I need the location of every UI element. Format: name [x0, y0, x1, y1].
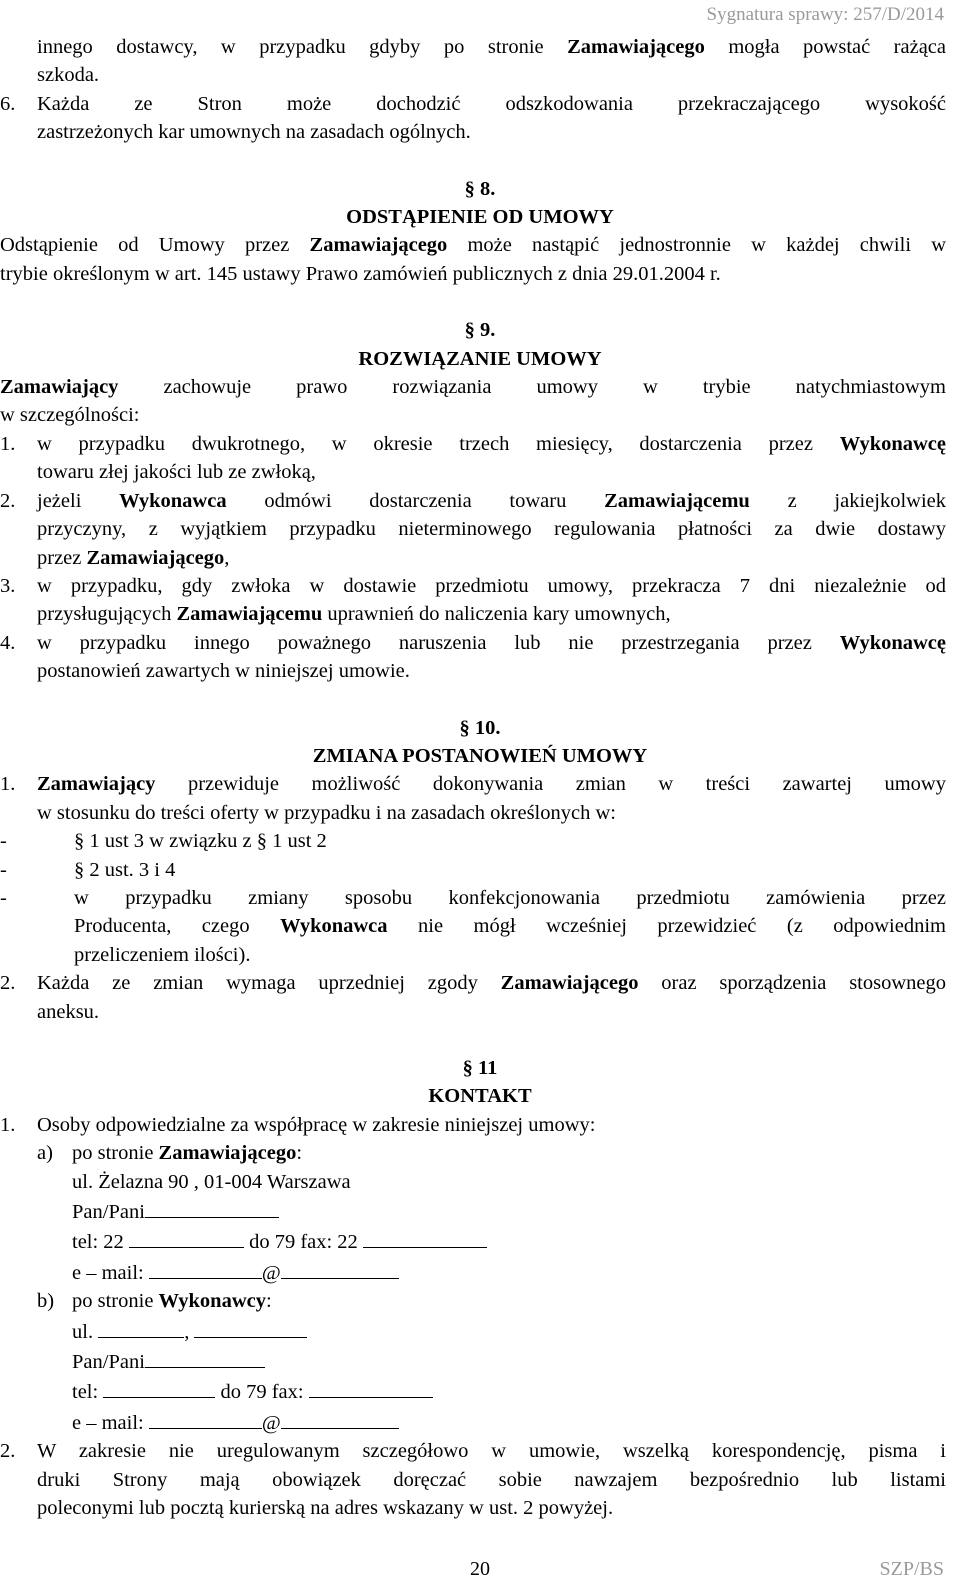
- blank-field[interactable]: [363, 1226, 487, 1248]
- blank-field[interactable]: [149, 1257, 262, 1279]
- section-number: § 8.: [464, 177, 496, 200]
- section-8: [0, 175, 960, 289]
- list-item: 2. jeżeli Wykonawca odmówi dostarczenia towaru Zamawiającemu z jakiejkolwiek przyczyny, z wyjątkiem przypadku nieterminowego regulowania płatności za dwie dostawy przez Zamawiającego,: [0, 487, 960, 572]
- case-signature: Sygnatura sprawy: 257/D/2014: [706, 4, 944, 25]
- blank-field[interactable]: [98, 1316, 184, 1338]
- item-number: 6.: [0, 92, 16, 115]
- contact-email: e – mail: @: [72, 1257, 960, 1287]
- section-11: [0, 1054, 960, 1523]
- section-number: § 10.: [459, 716, 501, 739]
- item-number: 1.: [0, 773, 16, 796]
- dash-item: - § 2 ust. 3 i 4: [0, 856, 960, 884]
- item-number: 3.: [0, 574, 16, 597]
- dash-mark: -: [0, 886, 7, 909]
- section-number: § 9.: [464, 319, 496, 342]
- blank-field[interactable]: [103, 1376, 215, 1398]
- contact-phone: tel: do 79 fax:: [72, 1376, 960, 1406]
- item-number: 1.: [0, 432, 16, 455]
- contact-address: ul. Żelazna 90 , 01-004 Warszawa: [72, 1170, 351, 1193]
- dash-mark: -: [0, 858, 7, 881]
- paragraph-line: Odstąpienie od Umowy przez Zamawiającego może nastąpić jednostronnie w każdej chwili w: [0, 234, 946, 257]
- blank-field[interactable]: [149, 1407, 262, 1429]
- blank-field[interactable]: [194, 1316, 307, 1338]
- blank-field[interactable]: [281, 1407, 399, 1429]
- list-item: 1. Osoby odpowiedzialne za współpracę w zakresie niniejszej umowy:: [0, 1111, 960, 1139]
- section-title: ODSTĄPIENIE OD UMOWY: [346, 206, 614, 229]
- blank-field[interactable]: [145, 1196, 279, 1218]
- section-9: [0, 316, 960, 685]
- contact-person: Pan/Pani: [72, 1196, 960, 1226]
- section-number: § 11: [462, 1057, 498, 1079]
- contact-address: ul. ,: [72, 1316, 960, 1346]
- contact-person: Pan/Pani: [72, 1346, 960, 1376]
- item-number: 2.: [0, 1440, 16, 1463]
- subitem-mark: b): [37, 1290, 55, 1313]
- list-item: 2. W zakresie nie uregulowanym szczegółowo w umowie, wszelką korespondencję, pisma i druki Strony mają obowiązek doręczać sobie nawzajem bezpośrednio lub listami poleconymi lub pocztą kurierską na adres wskazany w ust. 2 powyżej.: [0, 1437, 960, 1522]
- page-number: 20: [470, 1558, 490, 1580]
- intro-line: szkoda.: [37, 64, 100, 87]
- list-item: 2. Każda ze zmian wymaga uprzedniej zgody Zamawiającego oraz sporządzenia stosownego aneksu.: [0, 969, 960, 1026]
- section-title: ZMIANA POSTANOWIEŃ UMOWY: [312, 744, 648, 767]
- contact-ordering-party: a) po stronie Zamawiającego: ul. Żelazna 90 , 01-004 Warszawa Pan/Pani tel: 22 do 79 fax: 22 e – mail: @: [0, 1139, 960, 1287]
- intro-line: innego dostawcy, w przypadku gdyby po stronie Zamawiającego mogła powstać rażąca: [37, 36, 946, 58]
- contact-email: e – mail: @: [72, 1407, 960, 1437]
- list-item: 3. w przypadku, gdy zwłoka w dostawie przedmiotu umowy, przekracza 7 dni niezależnie od przysługujących Zamawiającemu uprawnień do naliczenia kary umownych,: [0, 572, 960, 629]
- section-10: [0, 714, 960, 1026]
- footer-initials: SZP/BS: [879, 1558, 944, 1580]
- dash-item: - § 1 ust 3 w związku z § 1 ust 2: [0, 827, 960, 855]
- blank-field[interactable]: [129, 1226, 244, 1248]
- blank-field[interactable]: [145, 1346, 265, 1368]
- contact-contractor: b) po stronie Wykonawcy: ul. , Pan/Pani tel: do 79 fax: e – mail: @: [0, 1287, 960, 1437]
- dash-mark: -: [0, 830, 7, 853]
- blank-field[interactable]: [309, 1376, 433, 1398]
- item-number: 2.: [0, 972, 16, 995]
- paragraph-line: w szczególności:: [0, 404, 140, 427]
- contact-phone: tel: 22 do 79 fax: 22: [72, 1226, 960, 1256]
- blank-field[interactable]: [281, 1257, 399, 1279]
- paragraph-line: Zamawiający zachowuje prawo rozwiązania umowy w trybie natychmiastowym: [0, 376, 946, 399]
- item-number: 2.: [0, 489, 16, 512]
- list-item: 4. w przypadku innego poważnego naruszenia lub nie przestrzegania przez Wykonawcę postanowień zawartych w niniejszej umowie.: [0, 629, 960, 686]
- list-item: 6. Każda ze Stron może dochodzić odszkodowania przekraczającego wysokość zastrzeżonych kar umownych na zasadach ogólnych.: [0, 90, 960, 147]
- list-item: 1. Zamawiający przewiduje możliwość dokonywania zmian w treści zawartej umowy w stosunku do treści oferty w przypadku i na zasadach określonych w:: [0, 770, 960, 827]
- section-title: KONTAKT: [428, 1085, 532, 1108]
- section-title: ROZWIĄZANIE UMOWY: [358, 347, 602, 370]
- document-body: [0, 33, 960, 1523]
- list-item: 1. w przypadku dwukrotnego, w okresie trzech miesięcy, dostarczenia przez Wykonawcę towaru złej jakości lub ze zwłoką,: [0, 430, 960, 487]
- item-number: 1.: [0, 1113, 16, 1136]
- item-number: 4.: [0, 631, 16, 654]
- paragraph-line: trybie określonym w art. 145 ustawy Prawo zamówień publicznych z dnia 29.01.2004 r.: [0, 262, 721, 285]
- dash-item: - w przypadku zmiany sposobu konfekcjonowania przedmiotu zamówienia przez Producenta, czego Wykonawca nie mógł wcześniej przewidzieć (z odpowiednim przeliczeniem ilości).: [0, 884, 960, 969]
- subitem-mark: a): [37, 1142, 53, 1165]
